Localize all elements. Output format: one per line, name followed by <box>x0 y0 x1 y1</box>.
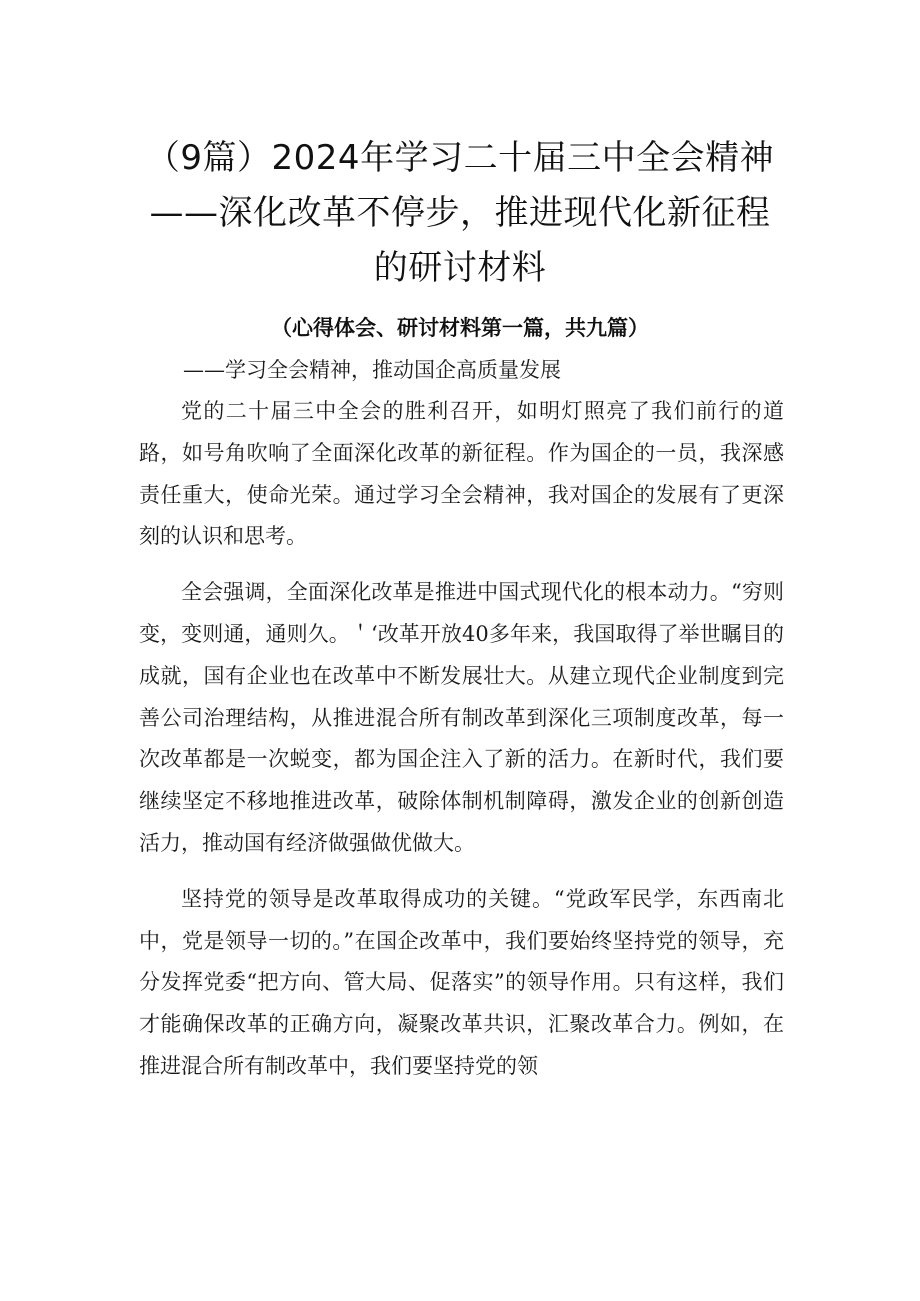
paragraph: 全会强调，全面深化改革是推进中国式现代化的根本动力。“穷则变，变则通，通则久。＇‘改革开放40多年来，我国取得了举世瞩目的成就，国有企业也在改革中不断发展壮大。从建立现代企业制度到完善公司治理结构，从推进混合所有制改革到深化三项制度改革，每一次改革都是一次蜕变，都为国企注入了新的活力。在新时代，我们要继续坚定不移地推进改革，破除体制机制障碍，激发企业的创新创造活力，推动国有经济做强做优做大。 <box>139 580 784 855</box>
paragraph: 党的二十届三中全会的胜利召开，如明灯照亮了我们前行的道路，如号角吹响了全面深化改革的新征程。作为国企的一员，我深感责任重大，使命光荣。通过学习全会精神，我对国企的发展有了更深刻的认识和思考。 <box>139 399 784 549</box>
title-line-2: ——深化改革不停步，推进现代化新征程 <box>149 192 771 233</box>
document-body <box>139 391 784 1102</box>
paragraph: 坚持党的领导是改革取得成功的关键。“党政军民学，东西南北中，党是领导一切的。”在国企改革中，我们要始终坚持党的领导，充分发挥党委“把方向、管大局、促落实”的领导作用。只有这样，我们才能确保改革的正确方向，凝聚改革共识，汇聚改革合力。例如，在推进混合所有制改革中，我们要坚持党的领 <box>139 886 784 1078</box>
section-heading: （心得体会、研讨材料第一篇，共九篇） <box>271 315 649 340</box>
section-subtitle: ——学习全会精神，推动国企高质量发展 <box>183 358 561 382</box>
document-title <box>120 131 800 296</box>
title-line-3: 的研讨材料 <box>373 247 547 288</box>
title-line-1: （9篇）2024年学习二十届三中全会精神 <box>145 137 775 178</box>
